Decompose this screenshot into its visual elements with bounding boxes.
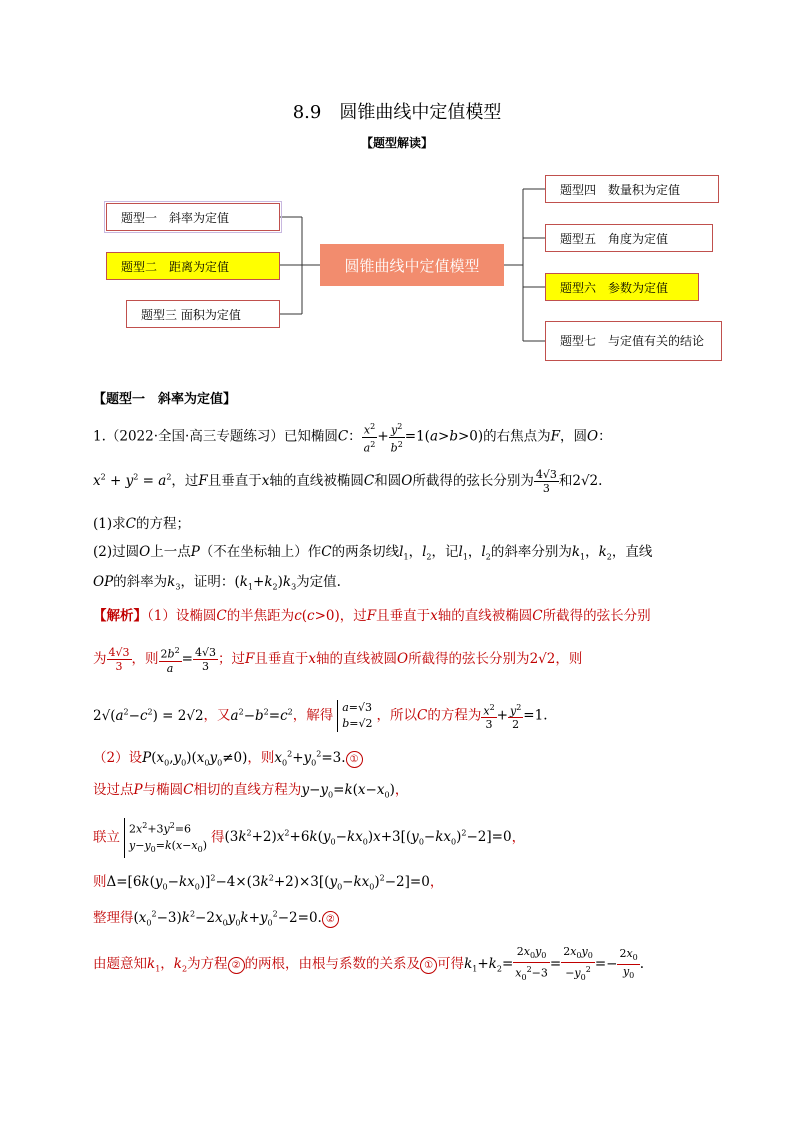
mindmap-node-type2: 题型二 距离为定值 — [106, 252, 280, 280]
mindmap-node-type3: 题型三 面积为定值 — [126, 300, 280, 328]
solution-line-2: 为 $\frac{4√3}{3}$ ，则 $\frac{2b^2}{a}$ = $\frac{4√3}{3}$ ；过F且垂直于x轴的直线被圆O所截得的弦长分别为2√2，则 — [93, 645, 583, 675]
section-heading: 【题型一 斜率为定值】 — [93, 392, 237, 407]
mindmap-center-node: 圆锥曲线中定值模型 — [320, 244, 504, 286]
mindmap-node-type1: 题型一 斜率为定值 — [106, 203, 280, 231]
solution-line-8: 整理得$(x_0^2-3)k^2-2x_0y_0k+y_0^2-2=0$. ② — [93, 906, 339, 928]
solution-line-3: $2√(a^2-c^2) = 2√2$，又$a^2-b^2=c^2$，解得 a=√3 b=√2 ，所以C的方程为 $\frac{x^2}{3}$ + $\frac{y^2}{2}$ =1. — [93, 701, 548, 732]
problem-line-2: $x^2 + y^2 = a^2$，过F且垂直于x轴的直线被椭圆C和圆O所截得的弦长分别为 $\frac{4√3}{3}$ 和2√2. — [93, 468, 603, 495]
problem-q2-line1: (2)过圆O上一点P（不在坐标轴上）作C的两条切线$l_1$，$l_2$，记$l_1$，$l_2$的斜率分别为$k_1$，$k_2$，直线 — [93, 544, 653, 562]
page-title: 8.9 圆锥曲线中定值模型 — [292, 102, 502, 123]
mindmap-node-type5: 题型五 角度为定值 — [545, 224, 713, 252]
problem-q1: (1)求C的方程； — [93, 516, 190, 532]
solution-line-1: 【解析】（1）设椭圆C的半焦距为c(c>0)，过F且垂直于x轴的直线被椭圆C所截得的弦长分别 — [93, 608, 651, 624]
solution-line-9: 由题意知$k_1$，$k_2$为方程 ② 的两根，由根与系数的关系及 ① 可得$k_1+k_2=$ $\frac{2x_0y_0}{x_0^2-3}$ = $\frac{2x_0y_0}{-y_0^2}$ =− $\frac{2x_0}{y_0}$ . — [93, 945, 645, 983]
problem-line-1: 1.（2022·全国·高三专题练习）已知椭圆C： $\frac{x^2}{a^2}$ + $\frac{y^2}{b^2}$ =1(a>b>0)的右焦点为F，圆O： — [93, 422, 612, 455]
solution-line-5: 设过点P与椭圆C相切的直线方程为$y-y_0=k(x-x_0)$， — [93, 782, 409, 800]
mindmap-node-type4: 题型四 数量积为定值 — [545, 175, 719, 203]
solution-line-7: 则$\Delta=[6k(y_0-kx_0)]^2-4\times(3k^2+2)\times 3[(y_0-kx_0)^2-2]=0$， — [93, 873, 444, 892]
problem-q2-line2: OP的斜率为$k_3$，证明：$(k_1+k_2)k_3$为定值. — [93, 574, 341, 592]
mindmap-node-type6: 题型六 参数为定值 — [545, 273, 699, 301]
mindmap-node-type7: 题型七 与定值有关的结论 — [545, 321, 722, 361]
solution-line-6: 联立$2x^2+3y^2=6$ $y-y_0=k(x-x_0)$ 得$(3k^2+2)x^2+6k(y_0-kx_0)x+3[(y_0-kx_0)^2-2]=0$， — [93, 818, 525, 858]
section-subtitle: 【题型解读】 — [360, 136, 433, 150]
solution-line-4: （2）设$P(x_0,y_0)(x_0y_0\ne 0)$，则$x_0^2+y_0^2=3$. ① — [93, 746, 363, 768]
